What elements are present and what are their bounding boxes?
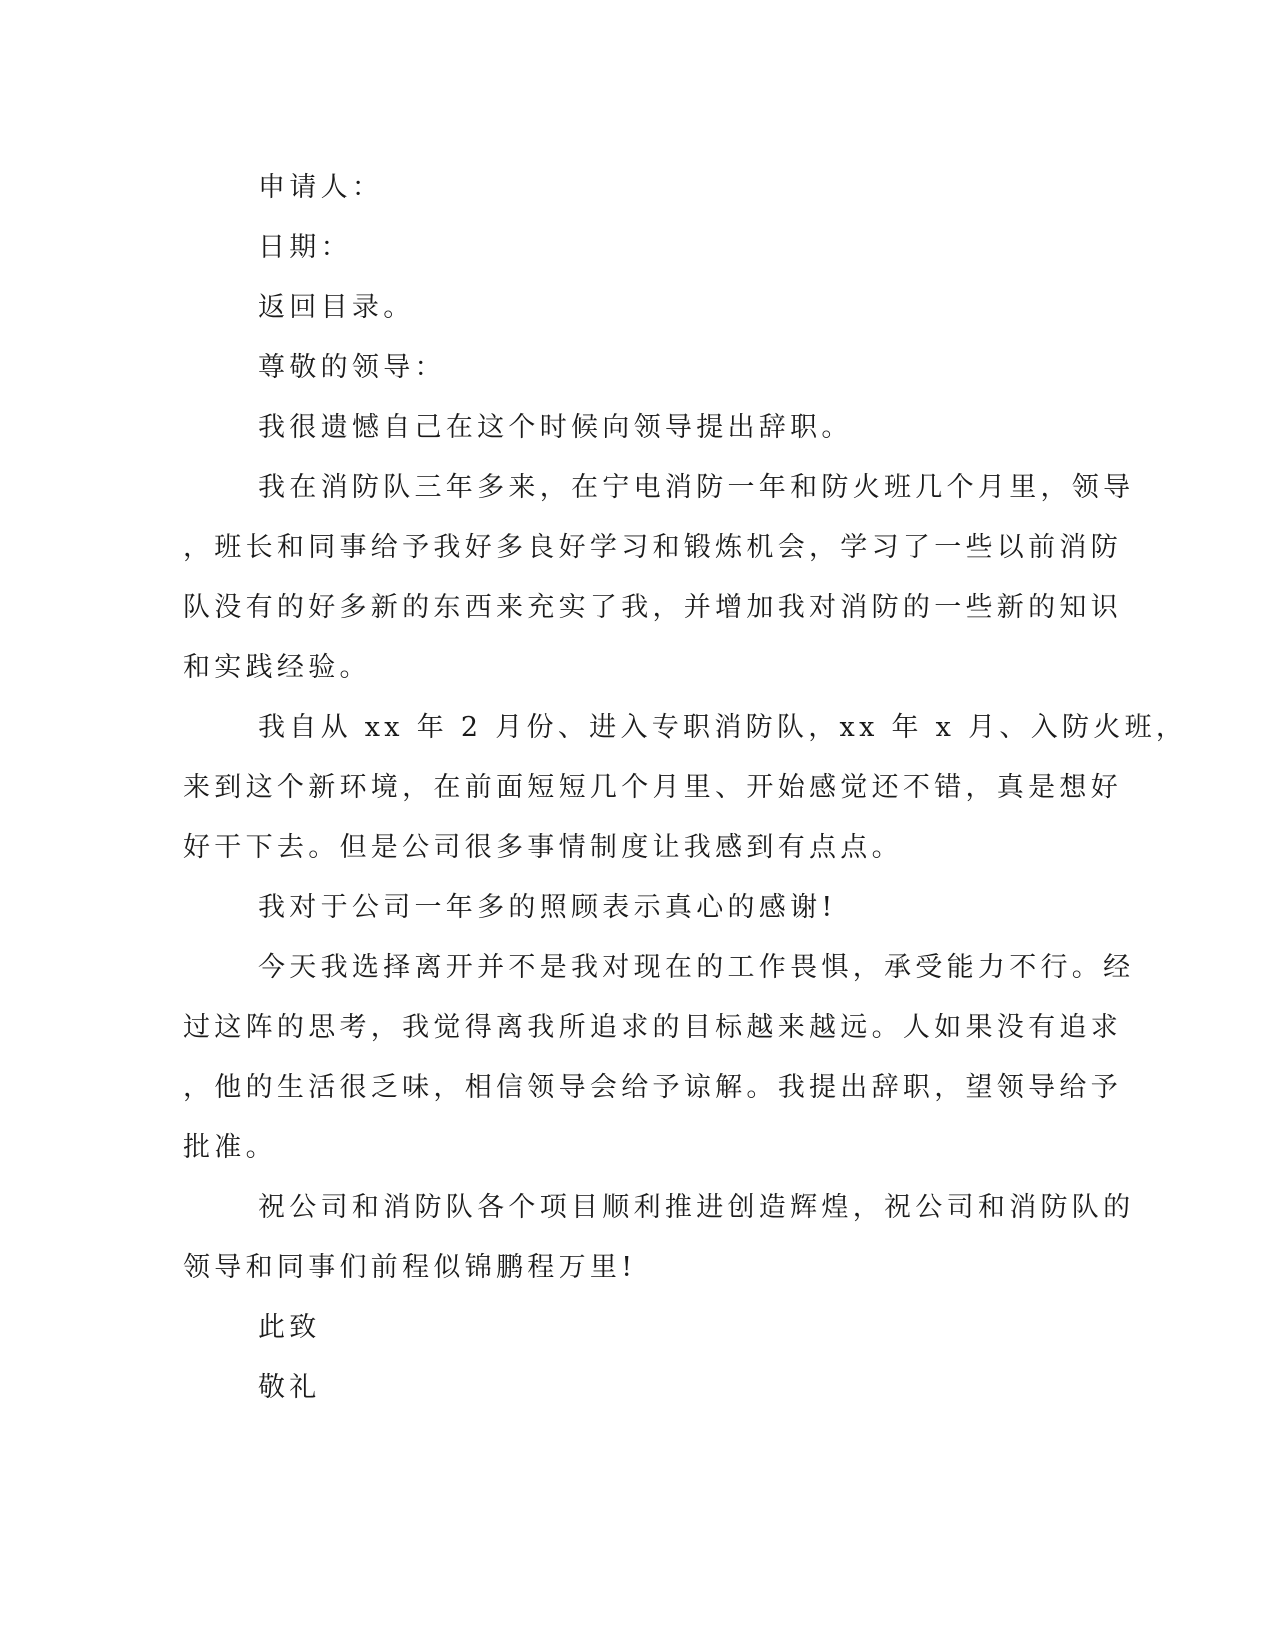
closing-cizhi: 此致 [258, 1312, 321, 1343]
paragraph-line: 我自从 xx 年 2 月份、进入专职消防队，xx 年 x 月、入防火班， [258, 712, 1188, 743]
paragraph-6 [183, 1178, 1135, 1298]
closing-jingli: 敬礼 [258, 1372, 321, 1403]
paragraph-4 [183, 878, 1063, 938]
paragraph-line: ，班长和同事给予我好多良好学习和锻炼机会，学习了一些以前消防 [183, 532, 1122, 563]
paragraph-line: ，他的生活很乏味，相信领导会给予谅解。我提出辞职，望领导给予 [183, 1072, 1122, 1103]
paragraph-line: 批准。 [183, 1132, 277, 1163]
date-label: 日期： [258, 232, 352, 263]
paragraph-line: 领导和同事们前程似锦鹏程万里! [183, 1252, 637, 1283]
paragraph-line: 和实践经验。 [183, 652, 371, 683]
paragraph-line: 队没有的好多新的东西来充实了我，并增加我对消防的一些新的知识 [183, 592, 1122, 623]
paragraph-1 [183, 398, 1063, 458]
paragraph-3 [183, 698, 1188, 878]
paragraph-2 [183, 458, 1135, 698]
paragraph-line: 祝公司和消防队各个项目顺利推进创造辉煌，祝公司和消防队的 [258, 1192, 1135, 1223]
paragraph-line: 我很遗憾自己在这个时候向领导提出辞职。 [258, 412, 853, 443]
paragraph-line: 我在消防队三年多来，在宁电消防一年和防火班几个月里，领导 [258, 472, 1135, 503]
paragraph-line: 今天我选择离开并不是我对现在的工作畏惧，承受能力不行。经 [258, 952, 1135, 983]
paragraph-line: 来到这个新环境，在前面短短几个月里、开始感觉还不错，真是想好 [183, 772, 1122, 803]
paragraph-line: 过这阵的思考，我觉得离我所追求的目标越来越远。人如果没有追求 [183, 1012, 1122, 1043]
salutation: 尊敬的领导： [258, 352, 446, 383]
paragraph-line: 我对于公司一年多的照顾表示真心的感谢! [258, 892, 837, 923]
document-page [183, 158, 1188, 1418]
back-to-toc-text: 返回目录。 [258, 292, 415, 323]
paragraph-line: 好干下去。但是公司很多事情制度让我感到有点点。 [183, 832, 903, 863]
paragraph-5 [183, 938, 1135, 1178]
applicant-label: 申请人： [258, 172, 384, 203]
